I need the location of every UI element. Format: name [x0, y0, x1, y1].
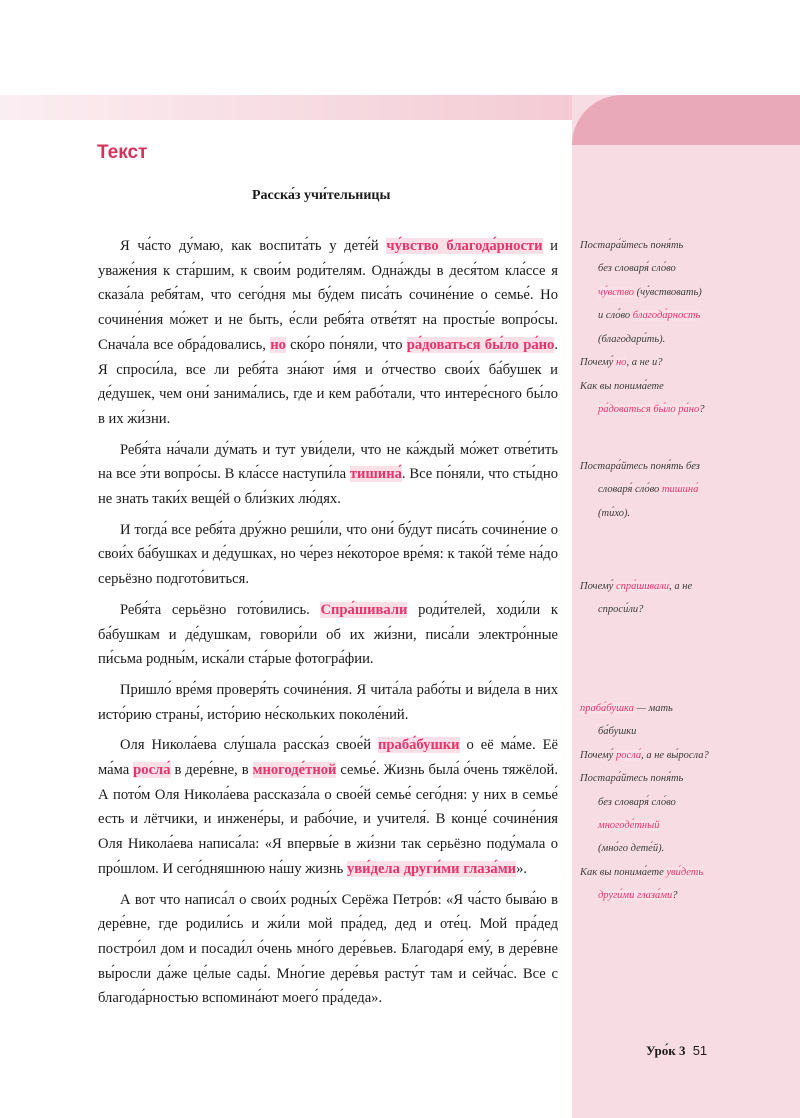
text-title: Расска́з учи́тельницы [252, 188, 391, 203]
highlighted-term: ра́доваться бы́ло ра́но [406, 336, 555, 353]
text-paragraph: А вот что написа́л о свои́х родны́х Серёжа Петро́в: «Я ча́сто быва́ю в дере́вне, где родили́сь и жи́ли мой пра́дед, дед и оте́ц. Мой пра́дед постро́ил дом и посади́л о́чень мно́го дере́вьев. Благодаря́ ему́, в дере́вне вы́росли да́же це́лые сады́. Мно́гие дере́вья расту́т там и сейча́с. Все с благода́рностью вспомина́ют моего́ пра́деда». [98, 891, 558, 1007]
text-paragraph: Ребя́та серьёзно гото́вились. Спра́шивали роди́телей, ходи́ли к ба́бушкам и де́душкам, говори́ли об их жи́зни, писа́ли электро́нные пи́сьма родны́м, иска́ли ста́рые фотогра́фии. [98, 601, 558, 668]
margin-note [580, 455, 780, 525]
margin-note-line: Постара́йтесь поня́ть [580, 240, 684, 251]
sidebar-cap [572, 95, 800, 145]
margin-note-line: Почему́ спра́шивали, а не [580, 581, 693, 592]
margin-note-line: Как вы понима́ете [580, 381, 664, 392]
text-paragraph: И тогда́ все ребя́та дру́жно реши́ли, что они́ бу́дут писа́ть сочине́ние о свои́х ба́бушках и де́душках, но че́рез не́которое вре́мя: к тако́й те́ме на́до серьёзно подгото́виться. [98, 521, 558, 588]
margin-note-line: Как вы понима́ете уви́деть [580, 866, 704, 878]
highlighted-term: благода́рность [632, 310, 701, 322]
margin-note-line: спроси́ли? [598, 604, 644, 616]
margin-note-line: и сло́во благода́рность [598, 310, 701, 322]
margin-note-line: чу́вство (чу́вствовать) [598, 286, 702, 298]
text-paragraph: Оля Никола́ева слу́шала расска́з свое́й праба́бушки о её ма́ме. Её ма́ма росла́ в дере́вне, в многоде́тной семье́. Жизнь была́ о́чень тяжёлой. А пото́м Оля Никола́ева рассказа́ла о свое́й семье́ сего́дня: у них в семье́ есть и лётчики, и инжене́ры, и рабо́чие, и учителя́. В конце́ сочине́ния Оля Никола́ева написа́ла: «Я впервы́е в жи́зни так серьёзно поду́мала о про́шлом. И сего́дняшнюю на́шу жизнь уви́дела други́ми глаза́ми». [98, 737, 559, 877]
highlighted-term: росла́ [615, 749, 642, 761]
highlighted-term: уви́дела други́ми глаза́ми [346, 860, 517, 877]
margin-note [580, 234, 780, 351]
margin-note-line: Постара́йтесь поня́ть без [580, 461, 700, 472]
margin-note-line: без словаря́ сло́во [598, 796, 676, 808]
highlighted-term: Спра́шивали [320, 601, 408, 618]
margin-note-line: (благодари́ть). [598, 333, 666, 345]
margin-note-line: (мно́го дете́й). [598, 843, 665, 855]
margin-note [580, 697, 780, 908]
lesson-label: Уро́к 3 [646, 1043, 686, 1058]
margin-note-line: без словаря́ сло́во [598, 263, 676, 275]
highlighted-term: но [615, 357, 627, 368]
margin-note-line [580, 814, 780, 837]
margin-note-line: словаря́ сло́во тишина́ [598, 484, 699, 496]
margin-note-line: Постара́йтесь поня́ть [580, 773, 684, 785]
highlighted-term: тишина́ [661, 484, 699, 496]
text-paragraph: Пришло́ вре́мя проверя́ть сочине́ния. Я чита́ла рабо́ты и ви́дела в них исто́рию страны́, исто́рию не́скольких поколе́ний. [98, 681, 558, 723]
highlighted-term: многоде́тный [598, 820, 660, 832]
margin-note [580, 375, 780, 422]
margin-note-line: (ти́хо). [598, 507, 631, 519]
margin-note-line: други́ми глаза́ми? [598, 890, 678, 902]
margin-note-line: праба́бушка — мать [580, 703, 673, 714]
section-title: Текст [97, 142, 148, 163]
page-number: 51 [692, 1043, 708, 1058]
margin-note [580, 351, 780, 374]
margin-note-line: ба́бушки [598, 726, 637, 738]
page-footer [646, 1043, 707, 1059]
highlighted-term: спра́шивали [615, 581, 670, 592]
text-paragraph: Я ча́сто ду́маю, как воспита́ть у дете́й чу́вство благода́рности и уваже́ния к ста́ршим, к свои́м роди́телям. Одна́жды в деся́том кла́ссе я сказа́ла ребя́там, что сего́дня мы бу́дем писа́ть сочине́ние о семье́. Но сочине́ния мо́жет и не быть, е́сли ребя́та отве́тят на просты́е вопро́сы. Снача́ла все обра́довались, но ско́ро по́няли, что ра́доваться бы́ло ра́но. Я спроси́ла, все ли ребя́та зна́ют и́мя и о́тчество свои́х ба́бушек и де́душек, чем они́ занима́лись, где и кем рабо́тали, что интере́сного бы́ло в их жи́зни. [98, 238, 558, 427]
highlighted-term: праба́бушки [378, 737, 460, 754]
highlighted-term: многоде́тной [252, 762, 337, 779]
highlighted-term: уви́деть [666, 866, 704, 878]
highlighted-term: праба́бушка [580, 703, 634, 714]
highlighted-term: ра́доваться бы́ло ра́но [598, 404, 700, 416]
margin-note-line: Почему́ но, а не и? [580, 357, 663, 368]
highlighted-term: тишина́ [349, 466, 402, 483]
margin-note [580, 575, 780, 622]
margin-note-line: Почему́ росла́, а не вы́росла? [580, 749, 709, 761]
top-decorative-band [0, 95, 600, 120]
main-text [98, 234, 558, 1017]
highlighted-term: но [270, 336, 286, 353]
highlighted-term: чу́вство благода́рности [386, 238, 543, 254]
highlighted-term: други́ми глаза́ми [598, 890, 673, 902]
text-paragraph: Ребя́та на́чали ду́мать и тут уви́дели, что не ка́ждый мо́жет отве́тить на все э́ти вопро́сы. В кла́ссе наступи́ла тишина́. Все по́няли, что сты́дно не знать таки́х веще́й о бли́зких лю́дях. [98, 441, 559, 508]
highlighted-term: росла́ [133, 762, 171, 779]
highlighted-term: чу́вство [598, 286, 635, 298]
margin-note-line: ра́доваться бы́ло ра́но? [598, 404, 705, 416]
